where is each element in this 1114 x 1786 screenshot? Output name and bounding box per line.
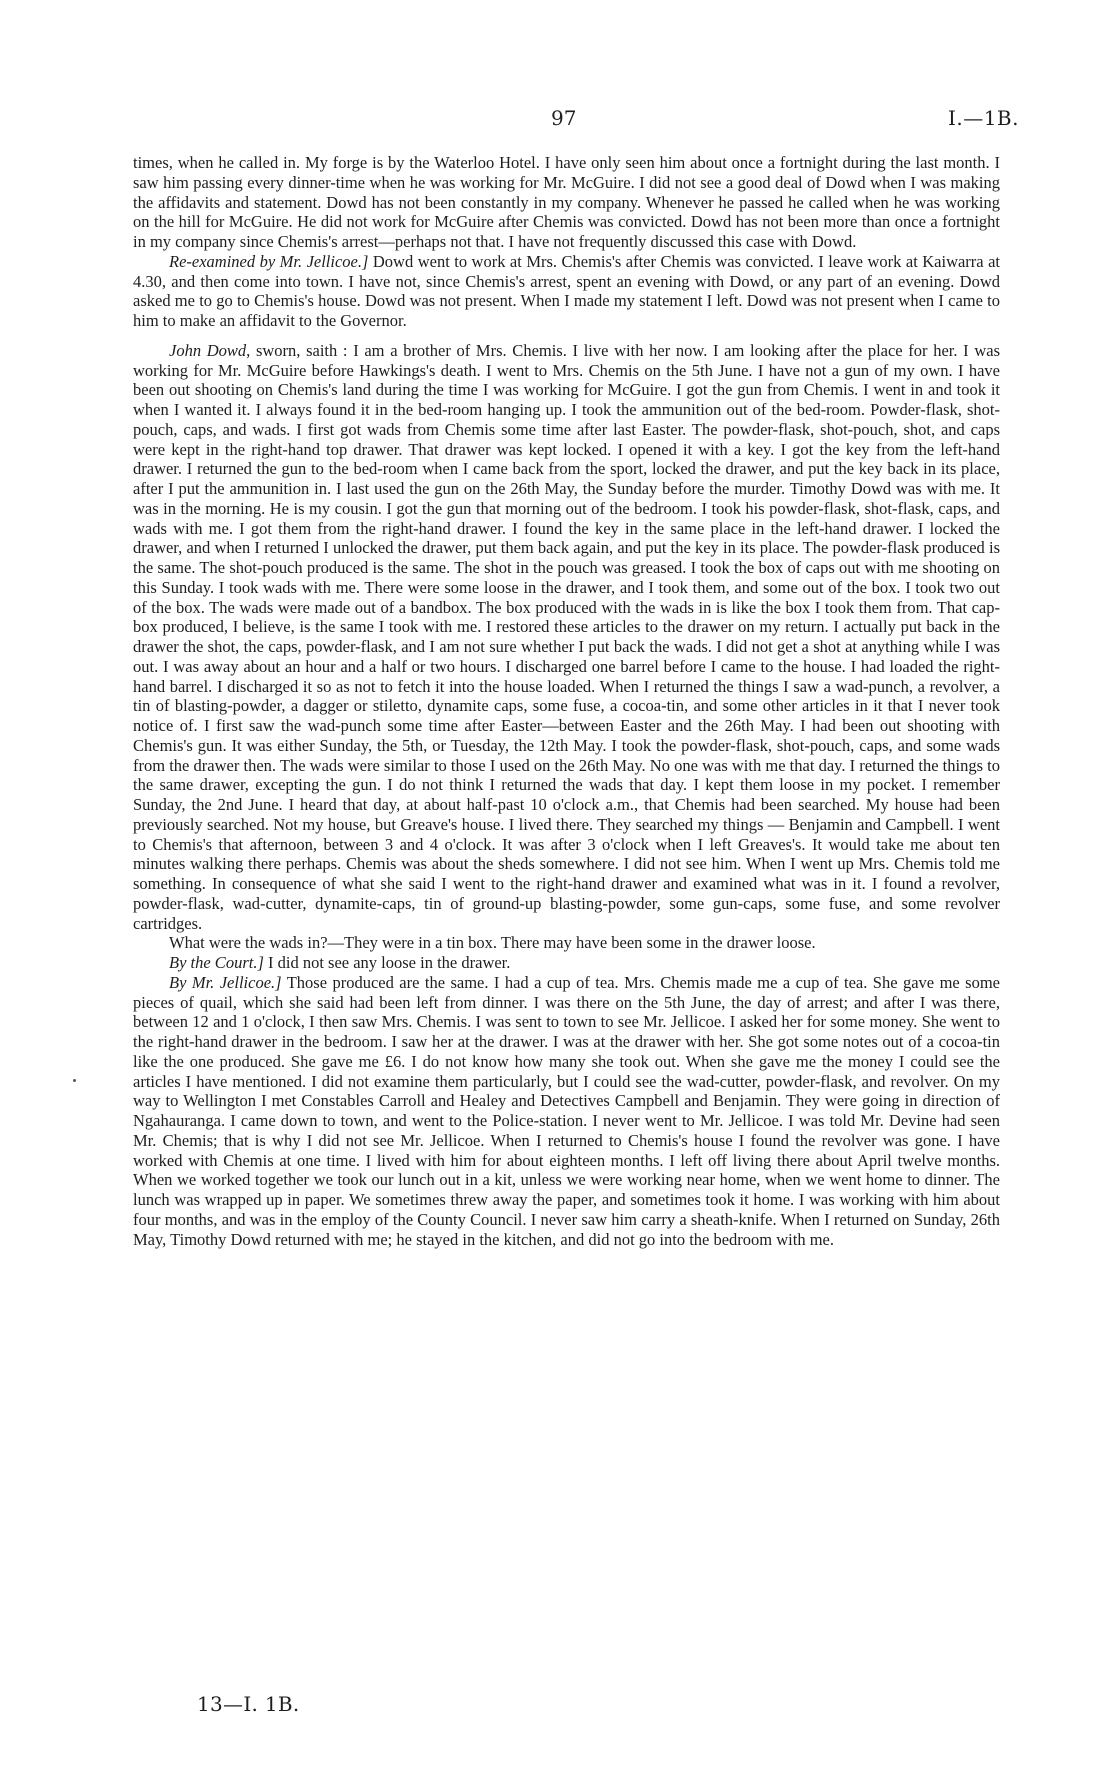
paragraph-question-wads: What were the wads in?—They were in a tin box. There may have been some in the drawer loose. [169,933,816,953]
paragraph-continuation: times, when he called in. My forge is by the Waterloo Hotel. I have only seen him about once a fortnight during the last month. I saw him passing every dinner-time when he was working for Mr. McGuire. I did not see a good deal of Dowd when I was making the affidavits and statement. Dowd has not been constantly in my company. Whenever he passed he called when he was working on the hill for McGuire. He did not work for McGuire after Chemis was convicted. Dowd has not been more than once a fortnight in my company since Chemis's arrest—perhaps not that. I have not frequently discussed this case with Dowd. [133,153,1000,251]
speaker-lead: By Mr. Jellicoe.] [169,972,282,992]
document-body [133,153,1000,1249]
speaker-lead: By the Court.] [169,953,264,972]
page-number: 97 [551,106,577,130]
series-reference: I.—1B. [947,106,1019,130]
page-header [0,106,1114,132]
witness-name: John Dowd, [169,340,251,360]
signature-reference: 13—I. 1B. [197,1692,300,1716]
paragraph-by-mr-jellicoe: By Mr. Jellicoe.] Those produced are the same. I had a cup of tea. Mrs. Chemis made me a cup of tea. She gave me some pieces of quail, which she said had been left from dinner. I was there on the 5th June, the day of arrest; and after I was there, between 12 and 1 o'clock, I then saw Mrs. Chemis. I was sent to town to see Mr. Jellicoe. I asked her for some money. She went to the right-hand drawer in the bedroom. I saw her at the drawer. I was at the drawer with her. She got some notes out of a cocoa-tin like the one produced. She gave me £6. I do not know how many she took out. When she gave me the money I could see the articles I have mentioned. I did not examine them particularly, but I could see the wad-cutter, powder-flask, and revolver. On my way to Wellington I met Constables Carroll and Healey and Detectives Campbell and Benjamin. They were going in direction of Ngahauranga. I came down to town, and went to the Police-station. I never went to Mr. Jellicoe. I was told Mr. Devine had seen Mr. Chemis; that is why I did not see Mr. Jellicoe. When I returned to Chemis's house I found the revolver was gone. I have worked with Chemis at one time. I lived with him for about eighteen months. I left off living there about April twelve months. When we worked together we took our lunch out in a kit, unless we were working near home, when we went home to dinner. The lunch was wrapped up in paper. We sometimes threw away the paper, and sometimes took it home. I was working with him about four months, and was in the employ of the County Council. I never saw him carry a sheath-knife. When I returned on Sunday, 26th May, Timothy Dowd returned with me; he stayed in the kitchen, and did not go into the bedroom with me. [133,972,1000,1249]
speaker-lead: Re-examined by Mr. Jellicoe.] [169,251,369,271]
paragraph-by-the-court: By the Court.] I did not see any loose in the drawer. [169,953,511,972]
margin-mark [73,1079,76,1082]
paragraph-reexamination: Re-examined by Mr. Jellicoe.] Dowd went to work at Mrs. Chemis's after Chemis was convicted. I leave work at Kaiwarra at 4.30, and then come into town. I have not, since Chemis's arrest, spent an evening with Dowd, or any part of an evening. Dowd asked me to go to Chemis's house. Dowd was not present. When I made my statement I left. Dowd was not present when I came to him to make an affidavit to the Governor. [133,251,1001,330]
paragraph-john-dowd-testimony: John Dowd, sworn, saith : I am a brother of Mrs. Chemis. I live with her now. I am looking after the place for her. I was working for Mr. McGuire before Hawkings's death. I went to Mrs. Chemis on the 5th June. I have not a gun of my own. I have been out shooting on Chemis's land during the time I was working for McGuire. I got the gun from Chemis. I went in and took it when I wanted it. I always found it in the bed-room hanging up. I took the ammunition out of the bed-room. Powder-flask, shot-pouch, caps, and wads. I first got wads from Chemis some time after last Easter. The powder-flask, shot-pouch, shot, and caps were kept in the right-hand top drawer. That drawer was kept locked. I opened it with a key. I got the key from the left-hand drawer. I returned the gun to the bed-room when I came back from the sport, locked the drawer, and put the key back in its place, after I put the ammunition in. I last used the gun on the 26th May, the Sunday before the murder. Timothy Dowd was with me. It was in the morning. He is my cousin. I got the gun that morning out of the bedroom. I took his powder-flask, shot-flask, caps, and wads with me. I got them from the right-hand drawer. I found the key in the same place in the left-hand drawer. I locked the drawer, and when I returned I unlocked the drawer, put them back again, and put the key in its place. The powder-flask produced is the same. The shot-pouch produced is the same. The shot in the pouch was greased. I took the box of caps out with me shooting on this Sunday. I took wads with me. There were some loose in the drawer, and I took them, and some out of the box. I took two out of the box. The wads were made out of a bandbox. The box produced with the wads in is like the box I took them from. That cap-box produced, I believe, is the same I took with me. I restored these articles to the drawer on my return. I actually put back in the drawer the shot, the caps, powder-flask, and I am not sure whether I put back the wads. I did not get a shot at anything while I was out. I was away about an hour and a half or two hours. I discharged one barrel before I came to the house. I had loaded the right-hand barrel. I discharged it so as not to fetch it into the house loaded. When I returned the things I saw a wad-punch, a revolver, a tin of blasting-powder, a dagger or stiletto, dynamite caps, some fuse, a cocoa-tin, and some other articles in it that I never took notice of. I first saw the wad-punch some time after Easter—between Easter and the 26th May. I had been out shooting with Chemis's gun. It was either Sunday, the 5th, or Tuesday, the 12th May. I took the powder-flask, shot-pouch, caps, and some wads from the drawer then. The wads were similar to those I used on the 26th May. No one was with me that day. I returned the things to the same drawer, excepting the gun. I do not think I returned the wads that day. I kept them loose in my pocket. I remember Sunday, the 2nd June. I heard that day, at about half-past 10 o'clock a.m., that Chemis had been searched. My house had been previously searched. Not my house, but Greave's house. I lived there. They searched my things — Benjamin and Campbell. I went to Chemis's that afternoon, between 3 and 4 o'clock. It was after 3 o'clock when I left Greaves's. It would take me about ten minutes walking there perhaps. Chemis was about the sheds somewhere. I did not see him. When I went up Mrs. Chemis told me something. In consequence of what she said I went to the right-hand drawer and examined what was in it. I found a revolver, powder-flask, wad-cutter, dynamite-caps, tin of ground-up blasting-powder, some gun-caps, some fuse, and some revolver cartridges. [133,340,1000,933]
